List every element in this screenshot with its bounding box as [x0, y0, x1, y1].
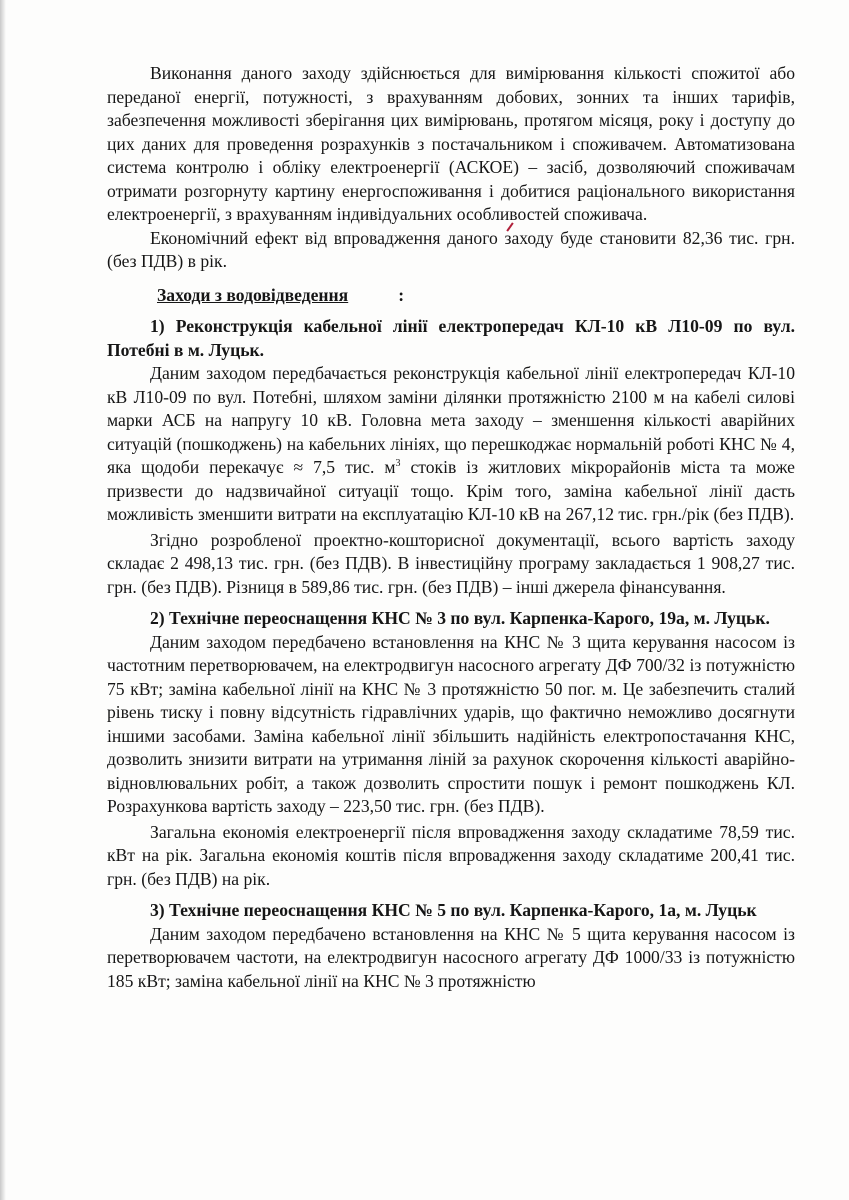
document-body	[107, 62, 795, 993]
paragraph-measure-1-cost: Згідно розробленої проектно-кошторисної документації, всього вартість заходу складає 2 498,13 тис. грн. (без ПДВ). В інвестиційну програму закладається 1 908,27 тис. грн. (без ПДВ). Різниця в 589,86 тис. грн. (без ПДВ) – інші джерела фінансування.	[107, 529, 795, 597]
paragraph-measure-3-description: Даним заходом передбачено встановлення на КНС № 5 щита керування насосом із перетворювачем частоти, на електродвигун насосного агрегату ДФ 1000/33 із потужністю 185 кВт; заміна кабельної лінії на КНС № 3 протяжністю	[107, 923, 795, 991]
section-title-colon: :	[398, 284, 405, 305]
paragraph-askoe: Виконання даного заходу здійснюється для вимірювання кількості спожитої або переданої енергії, потужності, з врахуванням добових, зонних та інших тарифів, забезпечення можливості зберігання цих вимірювань, протягом місяця, року і доступу до цих даних для проведення розрахунків з постачальником і споживачем. Автоматизована система контролю і обліку електроенергії (АСКОЕ) – засіб, дозволяючий споживачам отримати розгорнуту картину енергоспоживання і добитися раціонального використання електроенергії, з врахуванням індивідуальних особливостей споживача.	[107, 63, 795, 224]
heading-measure-1: 1) Реконструкція кабельної лінії електропередач КЛ-10 кВ Л10-09 по вул. Потебні в м. Луцьк.	[107, 316, 795, 360]
paragraph-measure-1-text-a: Даним заходом передбачається реконструкція кабельної лінії електропередач КЛ-10 кВ Л10-09 по вул. Потебні, шляхом заміни ділянки протяжністю 2100 м на кабелі силові марки АСБ на напругу 10 кВ. Головна мета заходу – зменшення кількості аварійних ситуацій (пошкоджень) на кабельних лініях, що перешкоджає нормальній роботі КНС № 4, яка щодоби перекачує ≈ 7,5 тис. м	[107, 363, 795, 477]
paragraph-measure-2-savings: Загальна економія електроенергії після впровадження заходу складатиме 78,59 тис. кВт на рік. Загальна економія коштів після впровадження заходу складатиме 200,41 тис. грн. (без ПДВ) на рік.	[107, 821, 795, 889]
paragraph-measure-1-description	[107, 362, 795, 527]
paragraph-measure-1-text-b: стоків із житлових мікрорайонів міста та може призвести до надзвичайної ситуації тощо. Крім того, заміна кабельної лінії дасть можливість зменшити витрати на експлуатацію КЛ-10 кВ на 267,12 тис. грн./рік (без ПДВ).	[107, 457, 795, 524]
scan-edge-shadow	[0, 0, 6, 1200]
heading-measure-3: 3) Технічне переоснащення КНС № 5 по вул. Карпенка-Карого, 1а, м. Луцьк	[150, 900, 757, 920]
paragraph-economic-effect: Економічний ефект від впровадження даного заходу буде становити 82,36 тис. грн. (без ПДВ) в рік.	[107, 227, 795, 271]
paragraph-measure-2-description: Даним заходом передбачено встановлення на КНС № 3 щита керування насосом із частотним перетворювачем, на електродвигун насосного агрегату ДФ 700/32 із потужністю 75 кВт; заміна кабельної лінії на КНС № 3 протяжністю 50 пог. м. Це забезпечить сталий рівень тиску і повну відсутність гідравлічних ударів, що фактично неможливо досягнути іншими засобами. Заміна кабельної лінії збільшить надійність електропостачання КНС, дозволить знизити витрати на утримання ліній за рахунок скорочення кількості аварійно-відновлювальних робіт, а також дозволить спростити пошук і ремонт пошкоджень КЛ. Розрахункова вартість заходу – 223,50 тис. грн. (без ПДВ).	[107, 631, 795, 816]
heading-measure-2: 2) Технічне переоснащення КНС № 3 по вул. Карпенка-Карого, 19а, м. Луцьк.	[150, 608, 770, 628]
section-title-text: Заходи з водовідведення	[157, 284, 349, 305]
superscript-cubic: 3	[395, 458, 401, 470]
section-title-wastewater	[107, 284, 795, 308]
